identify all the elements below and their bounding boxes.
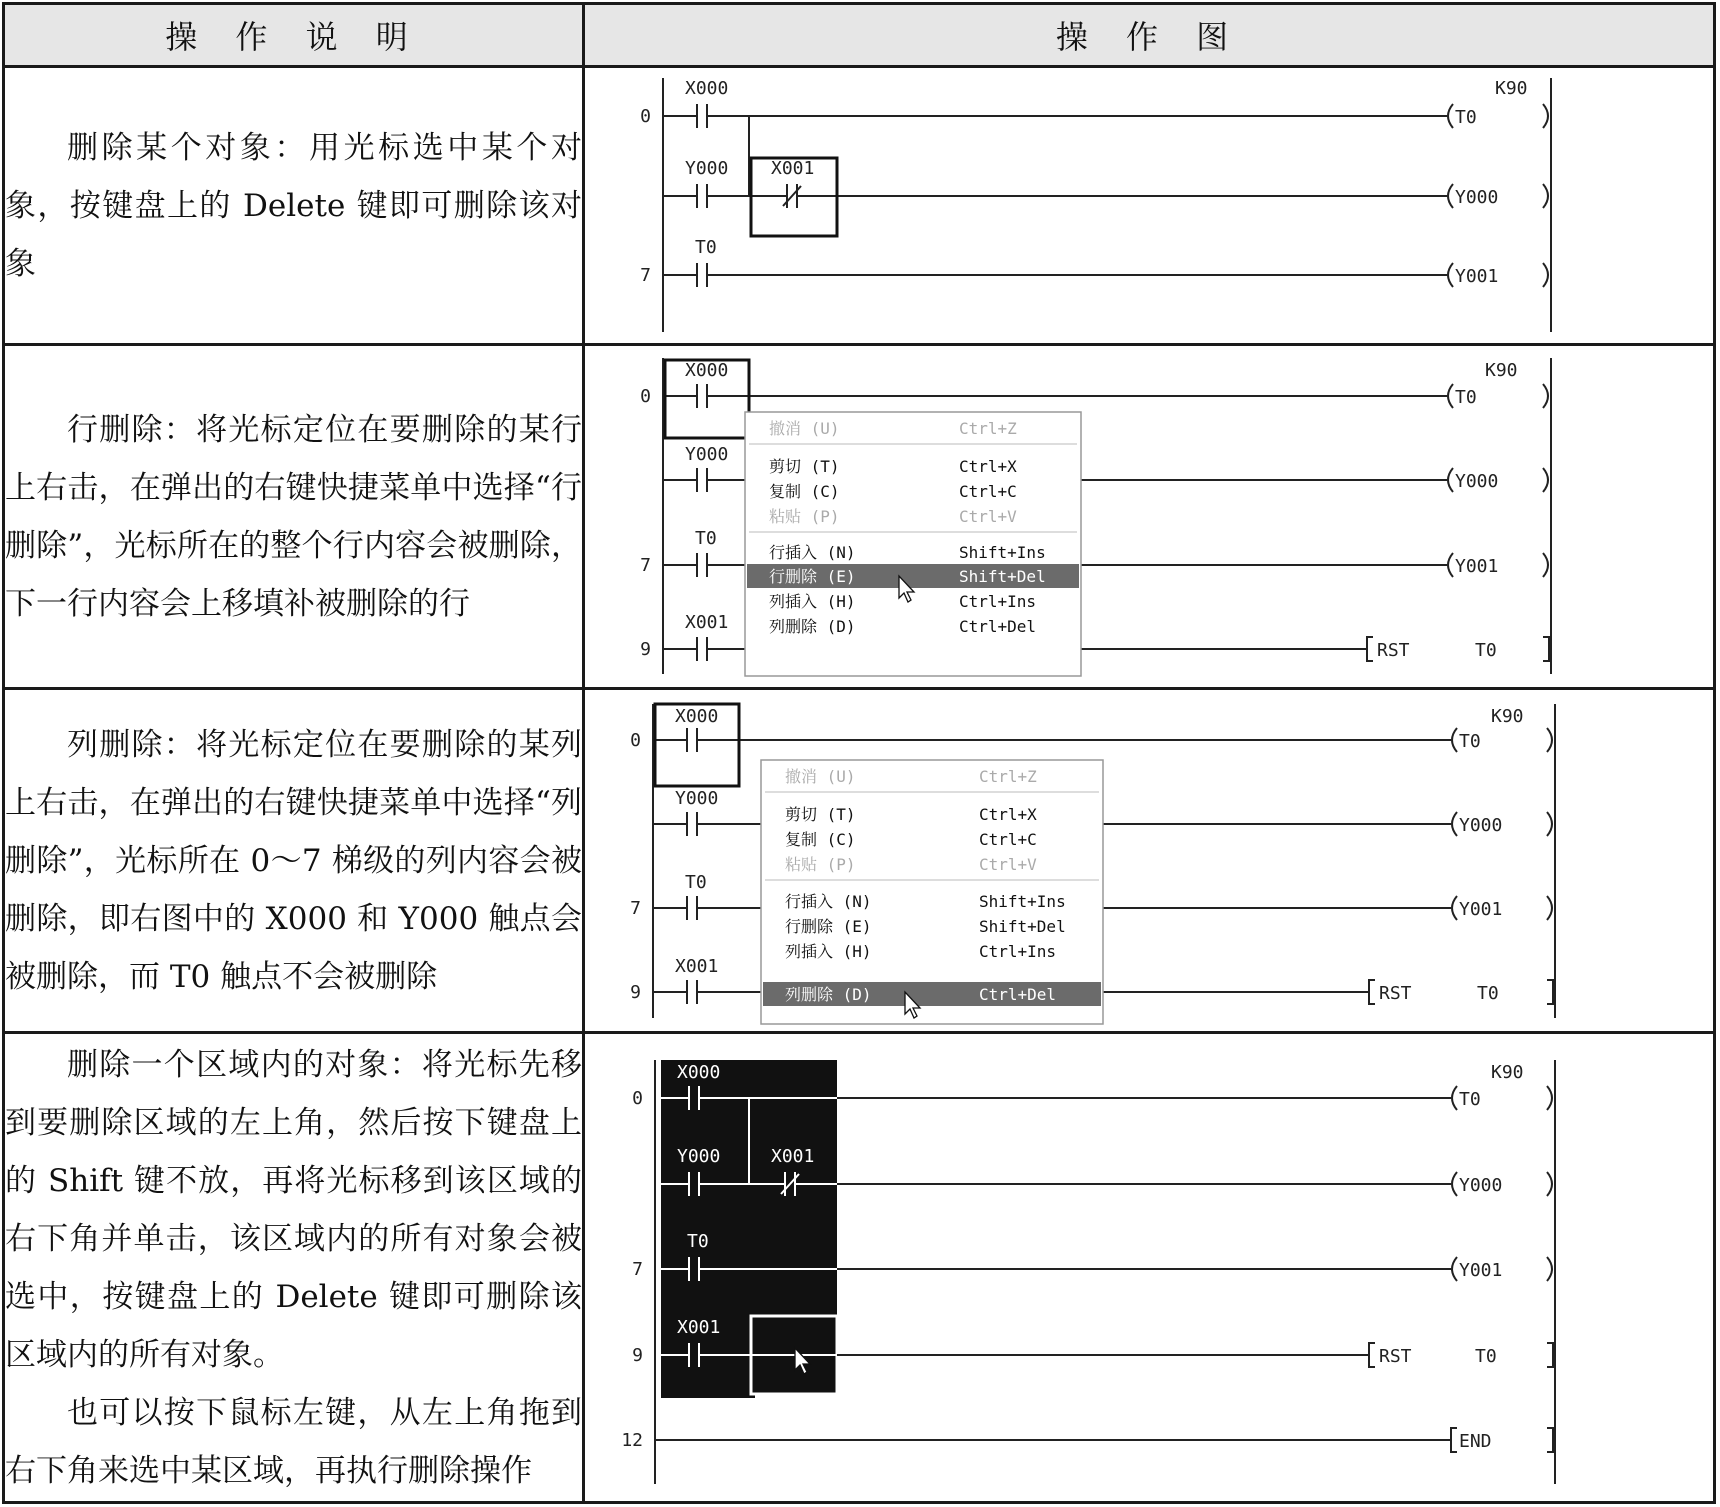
end-instruction: END <box>1459 1430 1492 1452</box>
contact-label: X001 <box>771 1145 815 1167</box>
ladder-diagram-1 <box>585 70 1715 342</box>
ladder-diagram-4 <box>585 1036 1715 1500</box>
menu-shortcut: Ctrl+C <box>979 829 1037 849</box>
rung-number: 7 <box>632 1258 643 1280</box>
coil-label: Y001 <box>1455 265 1499 287</box>
row4-description <box>4 1033 584 1503</box>
row3-description <box>4 689 584 1033</box>
menu-shortcut: Ctrl+C <box>959 481 1017 501</box>
header-figure: 操 作 图 <box>584 4 1715 67</box>
contact-label: Y000 <box>675 787 719 809</box>
rung-number: 7 <box>640 554 651 576</box>
coil-label: Y000 <box>1459 814 1503 836</box>
coil-label: T0 <box>1459 1088 1481 1110</box>
menu-shortcut: Ctrl+Ins <box>959 591 1037 611</box>
coil-label: T0 <box>1459 730 1481 752</box>
menu-item-cut[interactable]: 剪切 (T) <box>769 456 840 476</box>
row1-description <box>4 67 584 345</box>
menu-shortcut: Ctrl+Ins <box>979 941 1057 961</box>
contact-label: X000 <box>675 705 719 727</box>
contact-label: X001 <box>685 611 729 633</box>
menu-item-undo[interactable]: 撤消 (U) <box>769 418 840 438</box>
row3-figure <box>584 689 1715 1033</box>
menu-item-row-insert[interactable]: 行插入 (N) <box>785 891 872 911</box>
contact-label: T0 <box>687 1230 709 1252</box>
menu-item-paste[interactable]: 粘贴 (P) <box>785 854 856 874</box>
rst-target: T0 <box>1475 1345 1497 1367</box>
menu-item-column-delete[interactable]: 列删除 (D) <box>769 616 856 636</box>
contact-label: Y000 <box>685 157 729 179</box>
row3-text: 列删除：将光标定位在要删除的某列上右击，在弹出的右键快捷菜单中选择“列删除”，光标所在 0～7 梯级的列内容会被删除，即右图中的 X000 和 Y000 触点会被删除，而 T0 触点不会被删除 <box>5 726 582 995</box>
coil-parameter: K90 <box>1491 1061 1524 1083</box>
menu-shortcut: Shift+Del <box>979 916 1066 936</box>
menu-item-row-delete[interactable]: 行删除 (E) <box>769 566 856 586</box>
menu-shortcut: Shift+Del <box>959 566 1046 586</box>
contact-label: Y000 <box>685 443 729 465</box>
row4-figure <box>584 1033 1715 1503</box>
row4-text-1: 删除一个区域内的对象：将光标先移到要删除区域的左上角，然后按下键盘上的 Shift 键不放，再将光标移到该区域的右下角并单击，该区域内的所有对象会被选中，按键盘上的 Delete 键即可删除该区域内的所有对象。 <box>5 1046 582 1373</box>
coil-parameter: K90 <box>1485 359 1518 381</box>
coil-label: Y000 <box>1459 1174 1503 1196</box>
contact-label: X000 <box>685 77 729 99</box>
contact-label: X001 <box>771 157 815 179</box>
menu-item-column-delete[interactable]: 列删除 (D) <box>785 984 872 1004</box>
rung-number: 0 <box>630 729 641 751</box>
row2-figure <box>584 345 1715 689</box>
menu-item-copy[interactable]: 复制 (C) <box>769 481 840 501</box>
rst-target: T0 <box>1475 639 1497 661</box>
context-menu <box>745 412 1081 676</box>
menu-shortcut: Ctrl+Del <box>959 616 1037 636</box>
rung-number: 9 <box>632 1344 643 1366</box>
contact-label: Y000 <box>677 1145 721 1167</box>
contact-label: T0 <box>685 871 707 893</box>
context-menu <box>761 760 1103 1024</box>
rst-instruction: RST <box>1379 1345 1412 1367</box>
ladder-diagram-3 <box>585 692 1715 1030</box>
menu-item-undo[interactable]: 撤消 (U) <box>785 766 856 786</box>
rung-number: 7 <box>630 897 641 919</box>
rst-instruction: RST <box>1379 982 1412 1004</box>
coil-label: T0 <box>1455 106 1477 128</box>
menu-item-copy[interactable]: 复制 (C) <box>785 829 856 849</box>
menu-shortcut: Ctrl+V <box>979 854 1037 874</box>
rung-number: 9 <box>630 981 641 1003</box>
coil-label: Y001 <box>1459 1259 1503 1281</box>
rung-number: 9 <box>640 638 651 660</box>
contact-label: T0 <box>695 236 717 258</box>
coil-label: T0 <box>1455 386 1477 408</box>
menu-item-row-insert[interactable]: 行插入 (N) <box>769 542 856 562</box>
row2-description <box>4 345 584 689</box>
menu-item-cut[interactable]: 剪切 (T) <box>785 804 856 824</box>
row1-text: 删除某个对象：用光标选中某个对象，按键盘上的 Delete 键即可删除该对象 <box>5 129 582 282</box>
menu-shortcut: Ctrl+X <box>959 456 1017 476</box>
menu-item-column-insert[interactable]: 列插入 (H) <box>785 941 872 961</box>
menu-shortcut: Ctrl+Z <box>979 766 1037 786</box>
contact-label: T0 <box>695 527 717 549</box>
contact-label: X000 <box>677 1061 721 1083</box>
menu-shortcut: Ctrl+Del <box>979 984 1057 1004</box>
menu-shortcut: Shift+Ins <box>959 542 1046 562</box>
row4-text-2: 也可以按下鼠标左键，从左上角拖到右下角来选中某区域，再执行删除操作 <box>5 1394 582 1489</box>
rung-number: 7 <box>640 264 651 286</box>
operation-table <box>2 2 1716 1504</box>
menu-shortcut: Ctrl+V <box>959 506 1017 526</box>
coil-parameter: K90 <box>1491 705 1524 727</box>
coil-parameter: K90 <box>1495 77 1528 99</box>
rung-number: 0 <box>640 385 651 407</box>
coil-label: Y001 <box>1455 555 1499 577</box>
ladder-diagram-2 <box>585 348 1715 686</box>
contact-label: X001 <box>677 1316 721 1338</box>
row1-figure <box>584 67 1715 345</box>
rung-number: 0 <box>640 105 651 127</box>
coil-label: Y001 <box>1459 898 1503 920</box>
header-description: 操 作 说 明 <box>4 4 584 67</box>
menu-item-column-insert[interactable]: 列插入 (H) <box>769 591 856 611</box>
coil-label: Y000 <box>1455 470 1499 492</box>
menu-shortcut: Shift+Ins <box>979 891 1066 911</box>
menu-shortcut: Ctrl+X <box>979 804 1037 824</box>
coil-label: Y000 <box>1455 186 1499 208</box>
menu-item-paste[interactable]: 粘贴 (P) <box>769 506 840 526</box>
menu-item-row-delete[interactable]: 行删除 (E) <box>785 916 872 936</box>
menu-shortcut: Ctrl+Z <box>959 418 1017 438</box>
contact-label: X000 <box>685 359 729 381</box>
rung-number: 12 <box>621 1429 643 1451</box>
row2-text: 行删除：将光标定位在要删除的某行上右击，在弹出的右键快捷菜单中选择“行删除”，光标所在的整个行内容会被删除，下一行内容会上移填补被删除的行 <box>5 411 582 622</box>
rung-number: 0 <box>632 1087 643 1109</box>
contact-label: X001 <box>675 955 719 977</box>
rst-instruction: RST <box>1377 639 1410 661</box>
rst-target: T0 <box>1477 982 1499 1004</box>
